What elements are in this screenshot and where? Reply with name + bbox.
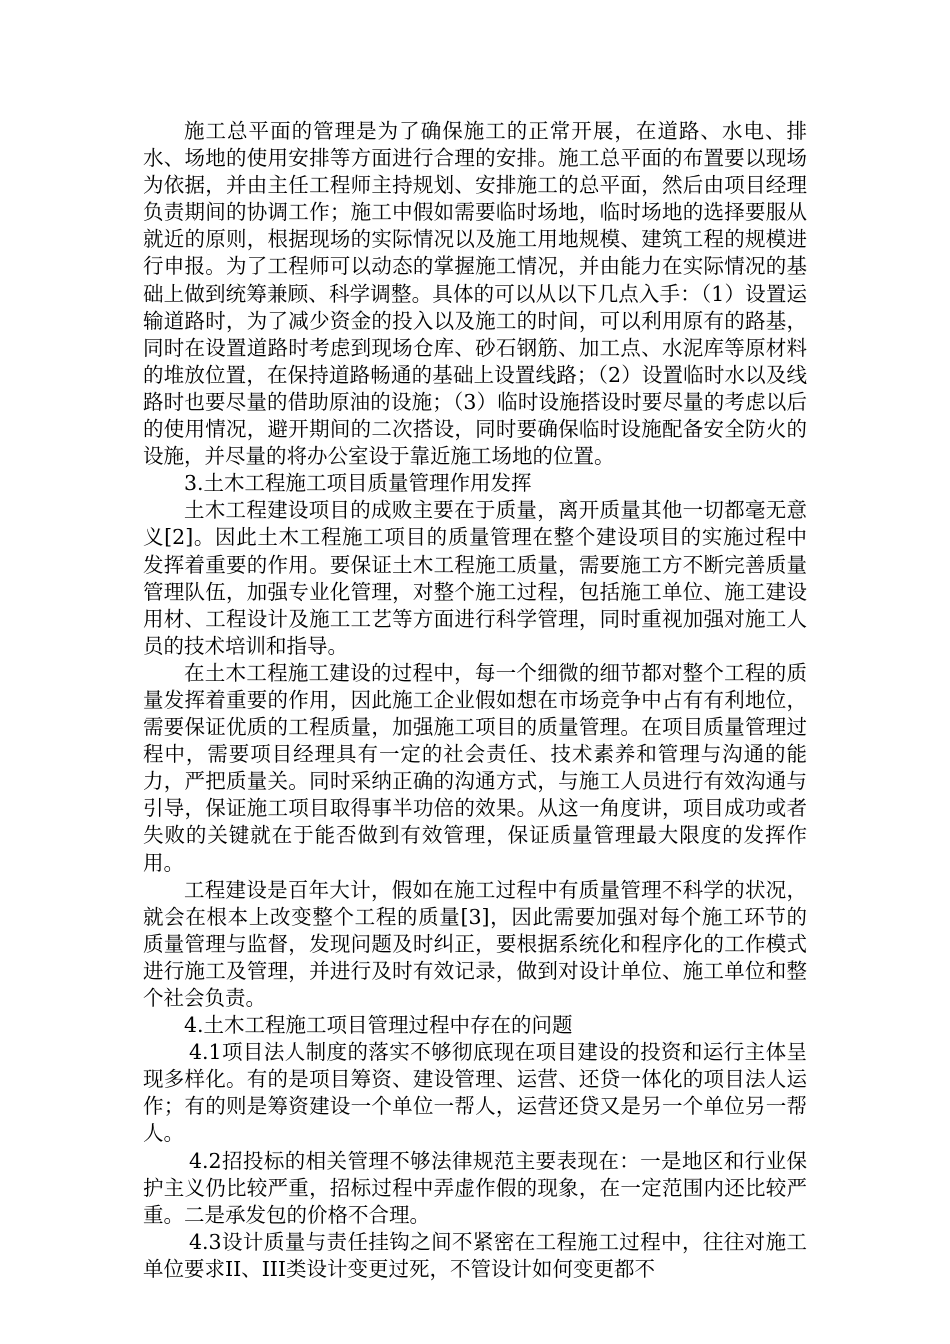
paragraph-design-quality: 4.3设计质量与责任挂钩之间不紧密在工程施工过程中，往往对施工单位要求II、III类设计变更过死，不管设计如何变更都不 bbox=[143, 1229, 807, 1281]
document-body bbox=[143, 118, 807, 1283]
section-heading-existing-problems: 4.土木工程施工项目管理过程中存在的问题 bbox=[184, 1013, 573, 1038]
paragraph-quality-success: 土木工程建设项目的成败主要在于质量，离开质量其他一切都毫无意义[2]。因此土木工程施工项目的质量管理在整个建设项目的实施过程中发挥着重要的作用。要保证土木工程施工质量，需要施工方不断完善质量管理队伍，加强专业化管理，对整个施工过程，包括施工单位、施工建设用材、工程设计及施工工艺等方面进行科学管理，同时重视加强对施工人员的技术培训和指导。 bbox=[143, 498, 807, 658]
paragraph-site-plan-management: 施工总平面的管理是为了确保施工的正常开展，在道路、水电、排水、场地的使用安排等方面进行合理的安排。施工总平面的布置要以现场为依据，并由主任工程师主持规划、安排施工的总平面，然后由项目经理负责期间的协调工作；施工中假如需要临时场地，临时场地的选择要服从就近的原则，根据现场的实际情况以及施工用地规模、建筑工程的规模进行申报。为了工程师可以动态的掌握施工情况，并由能力在实际情况的基础上做到统筹兼顾、科学调整。具体的可以从以下几点入手：（1）设置运输道路时，为了减少资金的投入以及施工的时间，可以利用原有的路基，同时在设置道路时考虑到现场仓库、砂石钢筋、加工点、水泥库等原材料的堆放位置，在保持道路畅通的基础上设置线路；（2）设置临时水以及线路时也要尽量的借助原油的设施；（3）临时设施搭设时要尽量的考虑以后的使用情况，避开期间的二次搭设，同时要确保临时设施配备安全防火的设施，并尽量的将办公室设于靠近施工场地的位置。 bbox=[143, 119, 807, 469]
paragraph-century-project: 工程建设是百年大计，假如在施工过程中有质量管理不科学的状况，就会在根本上改变整个工程的质量[3]，因此需要加强对每个施工环节的质量管理与监督，发现问题及时纠正，要根据系统化和程序化的工作模式进行施工及管理，并进行及时有效记录，做到对设计单位、施工单位和整个社会负责。 bbox=[143, 877, 807, 1010]
paragraph-construction-details: 在土木工程施工建设的过程中，每一个细微的细节都对整个工程的质量发挥着重要的作用，因此施工企业假如想在市场竞争中占有有利地位，需要保证优质的工程质量，加强施工项目的质量管理。在项目质量管理过程中，需要项目经理具有一定的社会责任、技术素养和管理与沟通的能力，严把质量关。同时采纳正确的沟通方式，与施工人员进行有效沟通与引导，保证施工项目取得事半功倍的效果。从这一角度讲，项目成功或者失败的关键就在于能否做到有效管理，保证质量管理最大限度的发挥作用。 bbox=[143, 660, 807, 875]
paragraph-bidding-management: 4.2招投标的相关管理不够法律规范主要表现在：一是地区和行业保护主义仍比较严重，招标过程中弄虚作假的现象，在一定范围内还比较严重。二是承发包的价格不合理。 bbox=[143, 1148, 807, 1227]
section-heading-quality-management: 3.土木工程施工项目质量管理作用发挥 bbox=[184, 471, 532, 496]
paragraph-legal-person-system: 4.1项目法人制度的落实不够彻底现在项目建设的投资和运行主体呈现多样化。有的是项目筹资、建设管理、运营、还贷一体化的项目法人运作；有的则是筹资建设一个单位一帮人，运营还贷又是另一个单位另一帮人。 bbox=[143, 1040, 807, 1146]
